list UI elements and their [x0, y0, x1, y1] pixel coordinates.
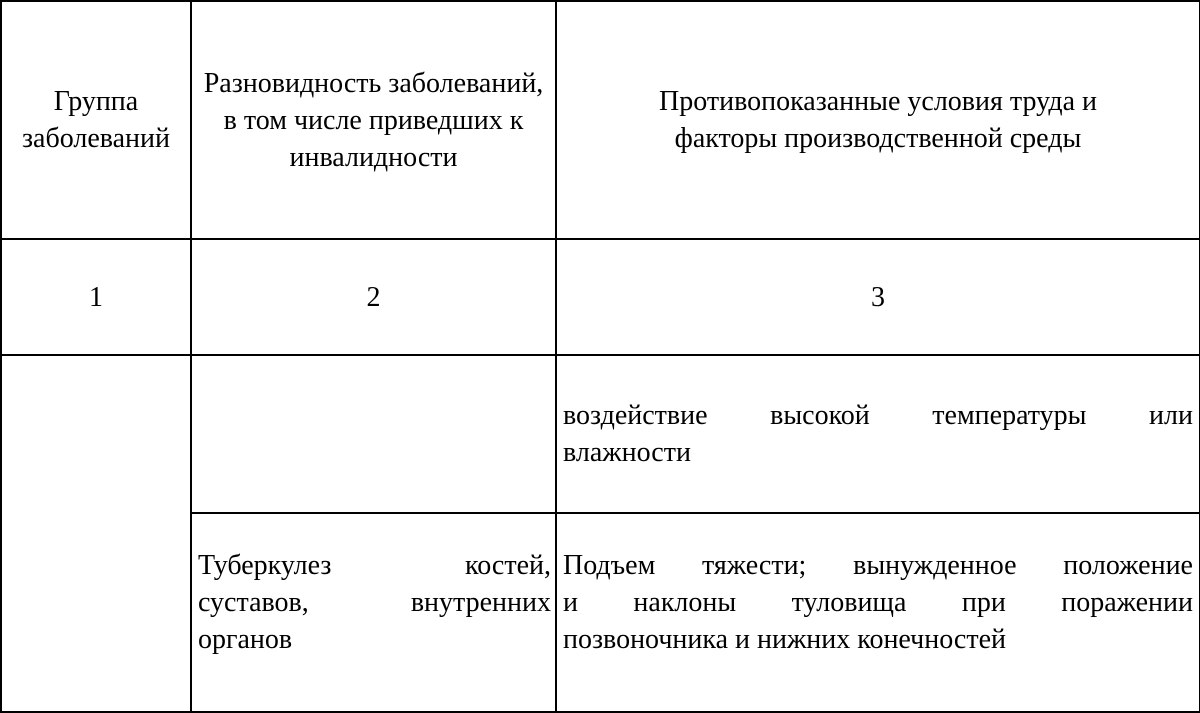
variety-cell [191, 355, 556, 513]
header-variety-text: Разновидность заболеваний, в том числе приведших к инвалидности [203, 67, 544, 173]
header-variety [191, 1, 556, 239]
variety-cell [191, 513, 556, 712]
conditions-line: влажности [563, 437, 691, 468]
header-row [1, 1, 1200, 239]
header-conditions-text: Противопоказанные условия труда и факторы производственной среды [659, 86, 1097, 154]
conditions-line: позвоночника и нижних конечностей [563, 624, 1006, 655]
group-cell [1, 355, 191, 712]
header-group [1, 1, 191, 239]
table-row [1, 355, 1200, 513]
variety-line: органов [198, 624, 293, 655]
header-conditions [556, 1, 1200, 239]
header-group-text: Группа заболеваний [22, 86, 170, 154]
conditions-cell [556, 355, 1200, 513]
variety-line: Туберкулез костей, [198, 550, 551, 581]
column-number-row [1, 239, 1200, 355]
conditions-line: и наклоны туловища при поражении [563, 587, 1193, 618]
conditions-line: воздействие высокой температуры или [563, 400, 1193, 431]
column-number-3: 3 [556, 239, 1200, 355]
column-number-1: 1 [1, 239, 191, 355]
conditions-cell [556, 513, 1200, 712]
variety-line: суставов, внутренних [198, 587, 551, 618]
column-number-2: 2 [191, 239, 556, 355]
conditions-line: Подъем тяжести; вынужденное положение [563, 550, 1193, 581]
